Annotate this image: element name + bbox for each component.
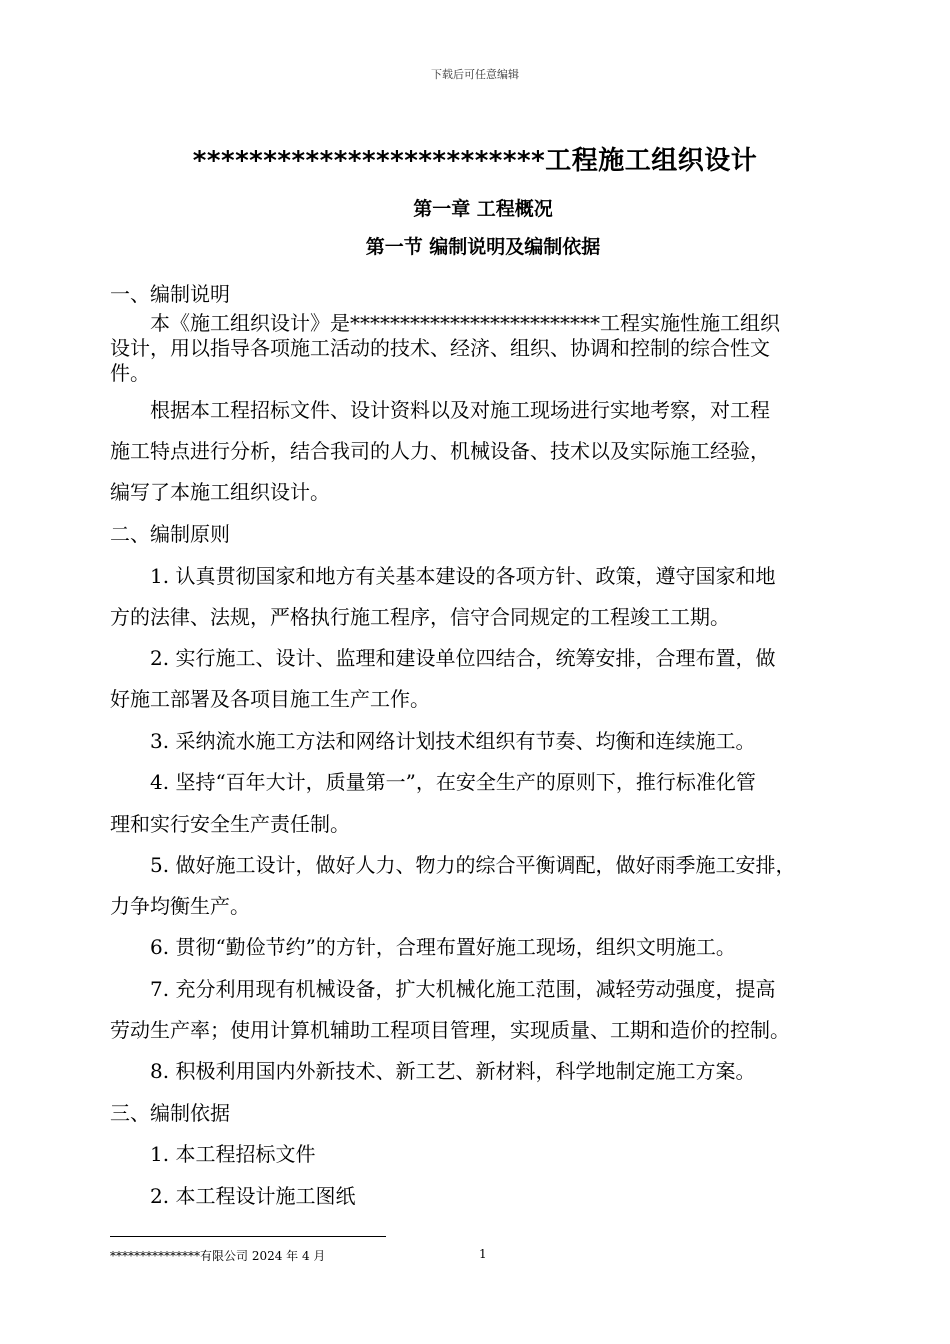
principle-item: 3. 采纳流水施工方法和网络计划技术组织有节奏、均衡和连续施工。 (150, 729, 756, 753)
principle-item: 6. 贯彻“勤俭节约”的方针，合理布置好施工现场，组织文明施工。 (150, 935, 736, 959)
principle-item: 5. 做好施工设计，做好人力、物力的综合平衡调配，做好雨季施工安排， (150, 853, 796, 877)
paragraph-line: 设计，用以指导各项施工活动的技术、经济、组织、协调和控制的综合性文 (110, 336, 770, 360)
principle-item-cont: 好施工部署及各项目施工生产工作。 (110, 687, 430, 711)
section-heading: 第一节 编制说明及编制依据 (365, 236, 601, 258)
principle-item-cont: 方的法律、法规，严格执行施工程序，信守合同规定的工程竣工工期。 (110, 605, 730, 629)
footer-company-date: ***************有限公司 2024 年 4 月 (110, 1249, 326, 1263)
principle-item: 1. 认真贯彻国家和地方有关基本建设的各项方针、政策，遵守国家和地 (150, 564, 776, 588)
part2-heading: 二、编制原则 (110, 522, 230, 546)
chapter-heading: 第一章 工程概况 (413, 198, 553, 220)
basis-item: 1. 本工程招标文件 (150, 1142, 316, 1166)
paragraph-line: 本《施工组织设计》是*************************工程实施性施工组织 (150, 311, 780, 335)
principle-item-cont: 劳动生产率；使用计算机辅助工程项目管理，实现质量、工期和造价的控制。 (110, 1018, 790, 1042)
paragraph-line: 件。 (110, 361, 150, 385)
part1-heading: 一、编制说明 (110, 282, 230, 306)
principle-item: 4. 坚持“百年大计，质量第一”，在安全生产的原则下，推行标准化管 (150, 770, 756, 794)
paragraph-line: 施工特点进行分析，结合我司的人力、机械设备、技术以及实际施工经验， (110, 439, 770, 463)
document-title: *************************工程施工组织设计 (192, 146, 758, 176)
principle-item-cont: 理和实行安全生产责任制。 (110, 812, 350, 836)
footer-divider (110, 1236, 386, 1237)
principle-item: 8. 积极利用国内外新技术、新工艺、新材料，科学地制定施工方案。 (150, 1059, 756, 1083)
paragraph-line: 根据本工程招标文件、设计资料以及对施工现场进行实地考察，对工程 (150, 398, 770, 422)
paragraph-line: 编写了本施工组织设计。 (110, 480, 330, 504)
principle-item: 7. 充分利用现有机械设备，扩大机械化施工范围，减轻劳动强度，提高 (150, 977, 776, 1001)
principle-item-cont: 力争均衡生产。 (110, 894, 250, 918)
principle-item: 2. 实行施工、设计、监理和建设单位四结合，统筹安排，合理布置，做 (150, 646, 776, 670)
part3-heading: 三、编制依据 (110, 1101, 230, 1125)
page-number: 1 (479, 1247, 487, 1261)
header-note: 下载后可任意编辑 (431, 68, 519, 81)
basis-item: 2. 本工程设计施工图纸 (150, 1184, 356, 1208)
